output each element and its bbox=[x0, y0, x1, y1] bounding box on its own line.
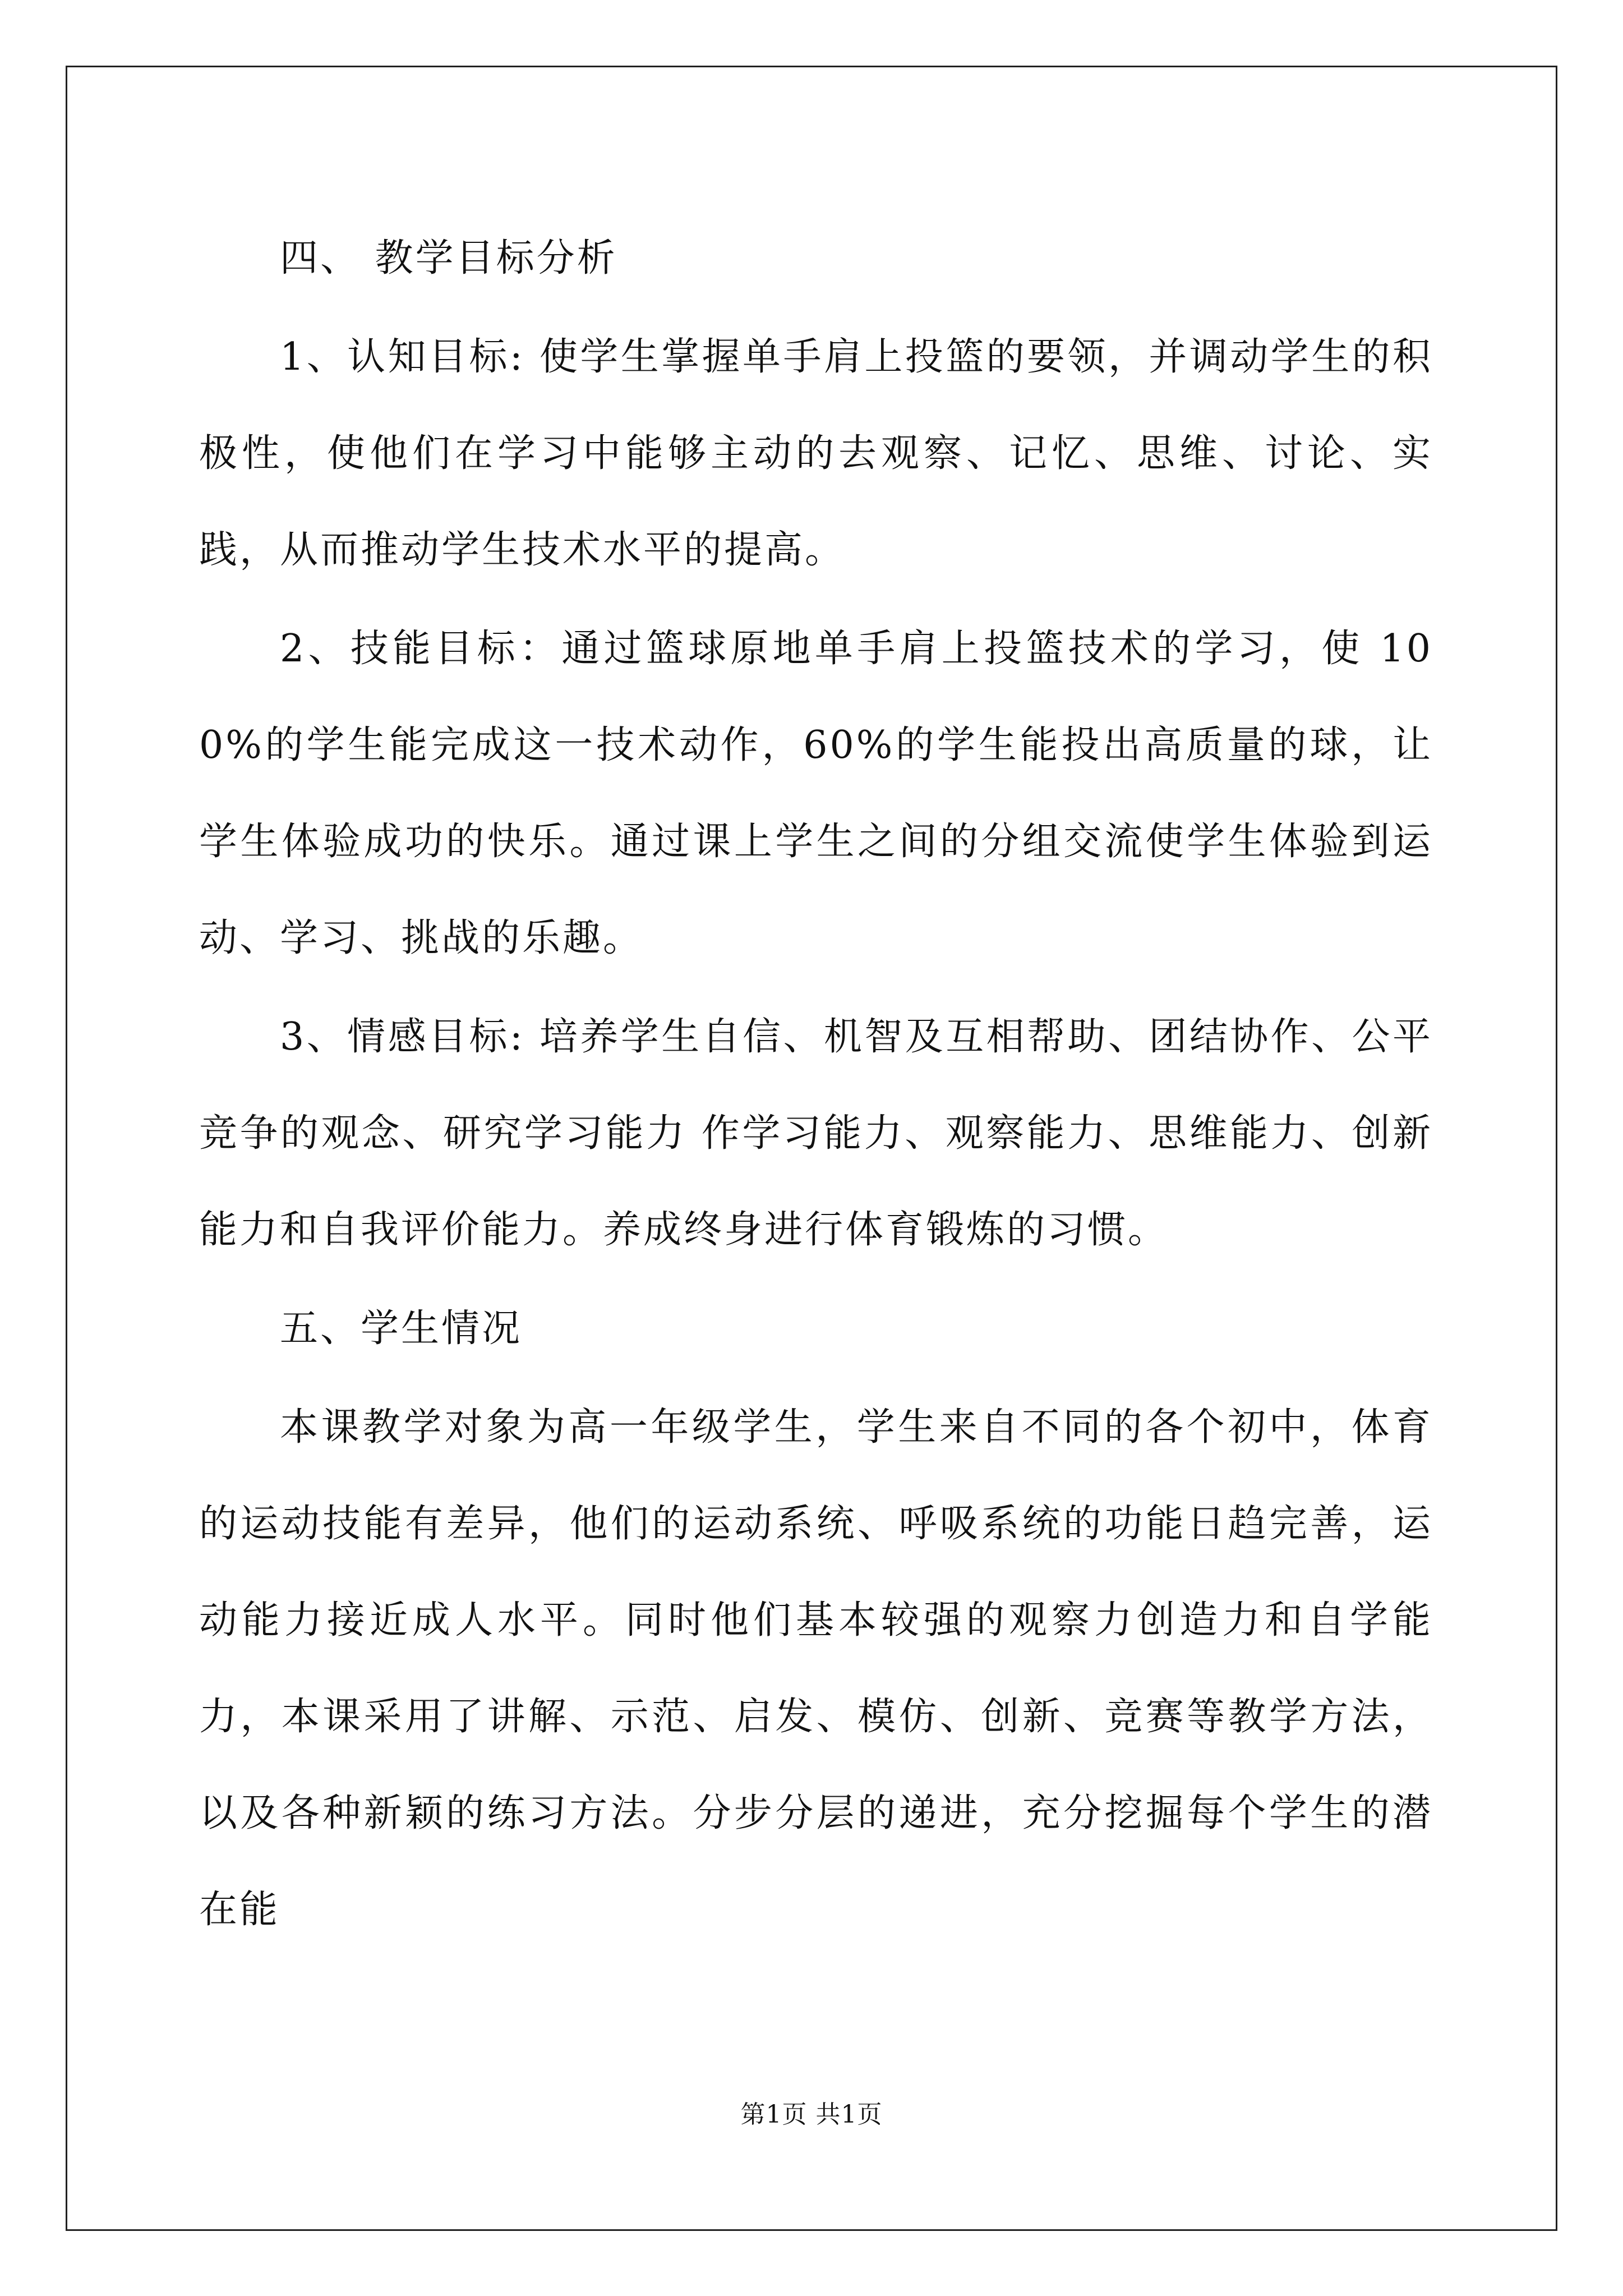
section-heading-student-situation: 五、学生情况 bbox=[280, 1306, 523, 1351]
paragraph-skill-goal: 2、技能目标：通过篮球原地单手肩上投篮技术的学习，使 100%的学生能完成这一技术动作，60%的学生能投出高质量的球，让学生体验成功的快乐。通过课上学生之间的分组交流使学生体验到运动、学习、挑战的乐趣。 bbox=[199, 627, 1433, 960]
section-heading-teaching-goals: 四、 教学目标分析 bbox=[280, 236, 617, 280]
document-body bbox=[199, 210, 1433, 1958]
paragraph-emotional-goal: 3、情感目标: 培养学生自信、机智及互相帮助、团结协作、公平竞争的观念、研究学习能力 作学习能力、观察能力、思维能力、创新能力和自我评价能力。养成终身进行体育锻炼的习惯。 bbox=[199, 1015, 1433, 1252]
page-number-footer: 第1页 共1页 bbox=[740, 2100, 883, 2129]
paragraph-cognitive-goal: 1、认知目标: 使学生掌握单手肩上投篮的要领，并调动学生的积极性，使他们在学习中能够主动的去观察、记忆、思维、讨论、实践，从而推动学生技术水平的提高。 bbox=[199, 335, 1433, 572]
paragraph-student-situation: 本课教学对象为高一年级学生，学生来自不同的各个初中，体育的运动技能有差异，他们的运动系统、呼吸系统的功能日趋完善，运动能力接近成人水平。同时他们基本较强的观察力创造力和自学能力，本课采用了讲解、示范、启发、模仿、创新、竞赛等教学方法，以及各种新颖的练习方法。分步分层的递进，充分挖掘每个学生的潜在能 bbox=[199, 1405, 1433, 1932]
